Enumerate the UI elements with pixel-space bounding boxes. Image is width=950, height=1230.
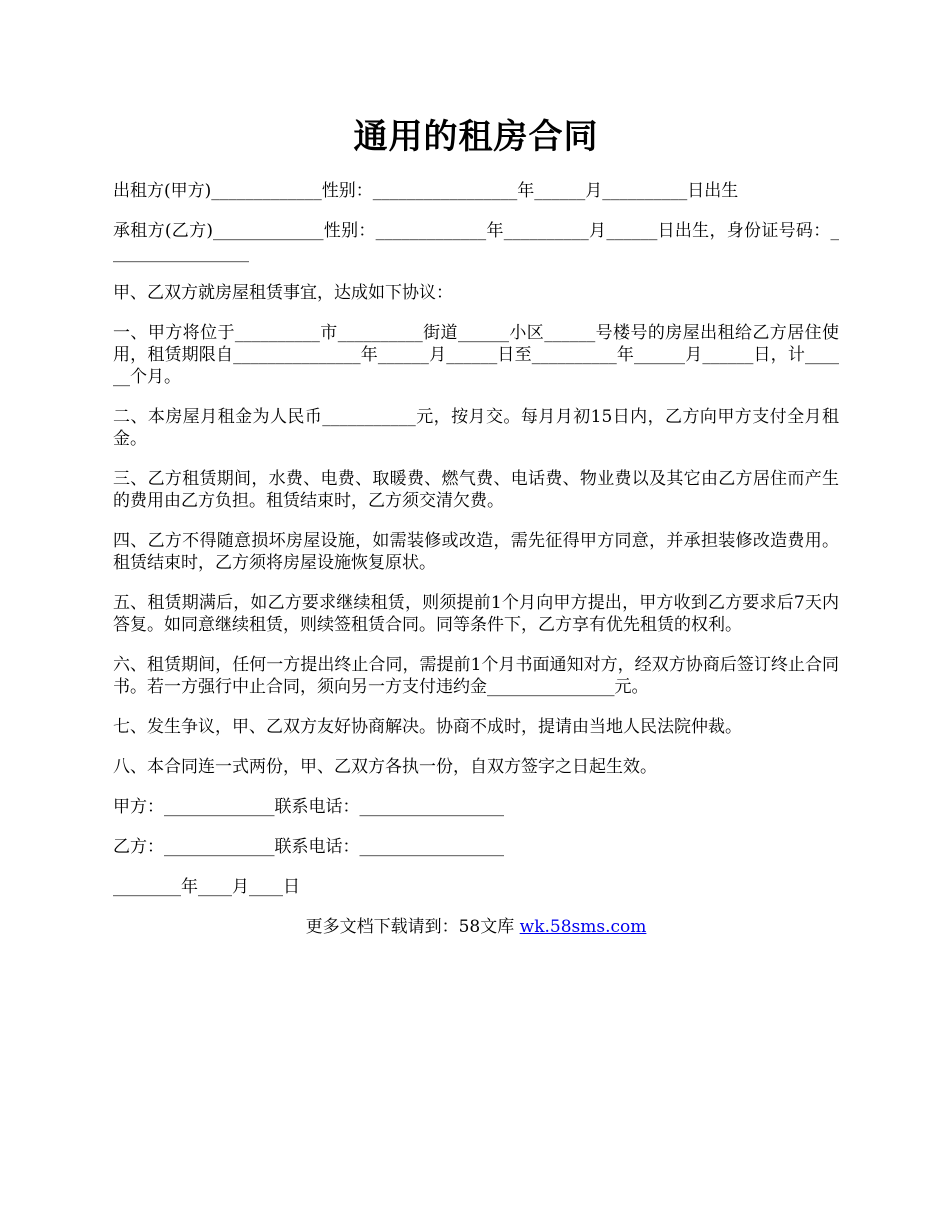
- paragraph-clause-4: 四、乙方不得随意损坏房屋设施，如需装修或改造，需先征得甲方同意，并承担装修改造费用。租赁结束时，乙方须将房屋设施恢复原状。: [113, 531, 839, 573]
- paragraph-agreement-intro: 甲、乙双方就房屋租赁事宜，达成如下协议：: [113, 283, 453, 303]
- paragraph-clause-6: 六、租赁期间，任何一方提出终止合同，需提前1个月书面通知对方，经双方协商后签订终止合同书。若一方强行中止合同，须向另一方支付违约金_______________元。: [113, 655, 839, 697]
- footer-link[interactable]: wk.58sms.com: [519, 917, 647, 937]
- paragraph-clause-2: 二、本房屋月租金为人民币___________元，按月交。每月月初15日内，乙方向甲方支付全月租金。: [113, 407, 839, 449]
- paragraph-clause-5: 五、租赁期满后，如乙方要求继续租赁，则须提前1个月向甲方提出，甲方收到乙方要求后7天内答复。如同意继续租赁，则续签租赁合同。同等条件下，乙方享有优先租赁的权利。: [113, 593, 839, 635]
- paragraph-clause-1: 一、甲方将位于__________市__________街道______小区______号楼号的房屋出租给乙方居住使用，租赁期限自_______________年______月______日至__________年______月______日，计______个月。: [113, 323, 839, 387]
- paragraph-clause-8: 八、本合同连一式两份，甲、乙双方各执一份，自双方签字之日起生效。: [113, 757, 657, 777]
- signature-party-a: 甲方：_____________联系电话：_________________: [113, 797, 504, 817]
- document-title: 通用的租房合同: [353, 117, 599, 157]
- paragraph-lessor-info: 出租方(甲方)_____________性别：_________________年______月__________日出生: [113, 181, 739, 201]
- paragraph-lessee-info: 承租方(乙方)_____________性别：_____________年__________月______日出生，身份证号码：_________________: [113, 221, 839, 263]
- footer-text: 更多文档下载请到：58文库: [305, 917, 520, 937]
- document-page: [113, 0, 839, 938]
- paragraph-clause-7: 七、发生争议，甲、乙双方友好协商解决。协商不成时，提请由当地人民法院仲裁。: [113, 717, 742, 737]
- footer-note: [113, 916, 839, 938]
- paragraph-clause-3: 三、乙方租赁期间，水费、电费、取暖费、燃气费、电话费、物业费以及其它由乙方居住而产生的费用由乙方负担。租赁结束时，乙方须交清欠费。: [113, 469, 839, 511]
- signature-date: ________年____月____日: [113, 877, 300, 897]
- signature-party-b: 乙方：_____________联系电话：_________________: [113, 837, 504, 857]
